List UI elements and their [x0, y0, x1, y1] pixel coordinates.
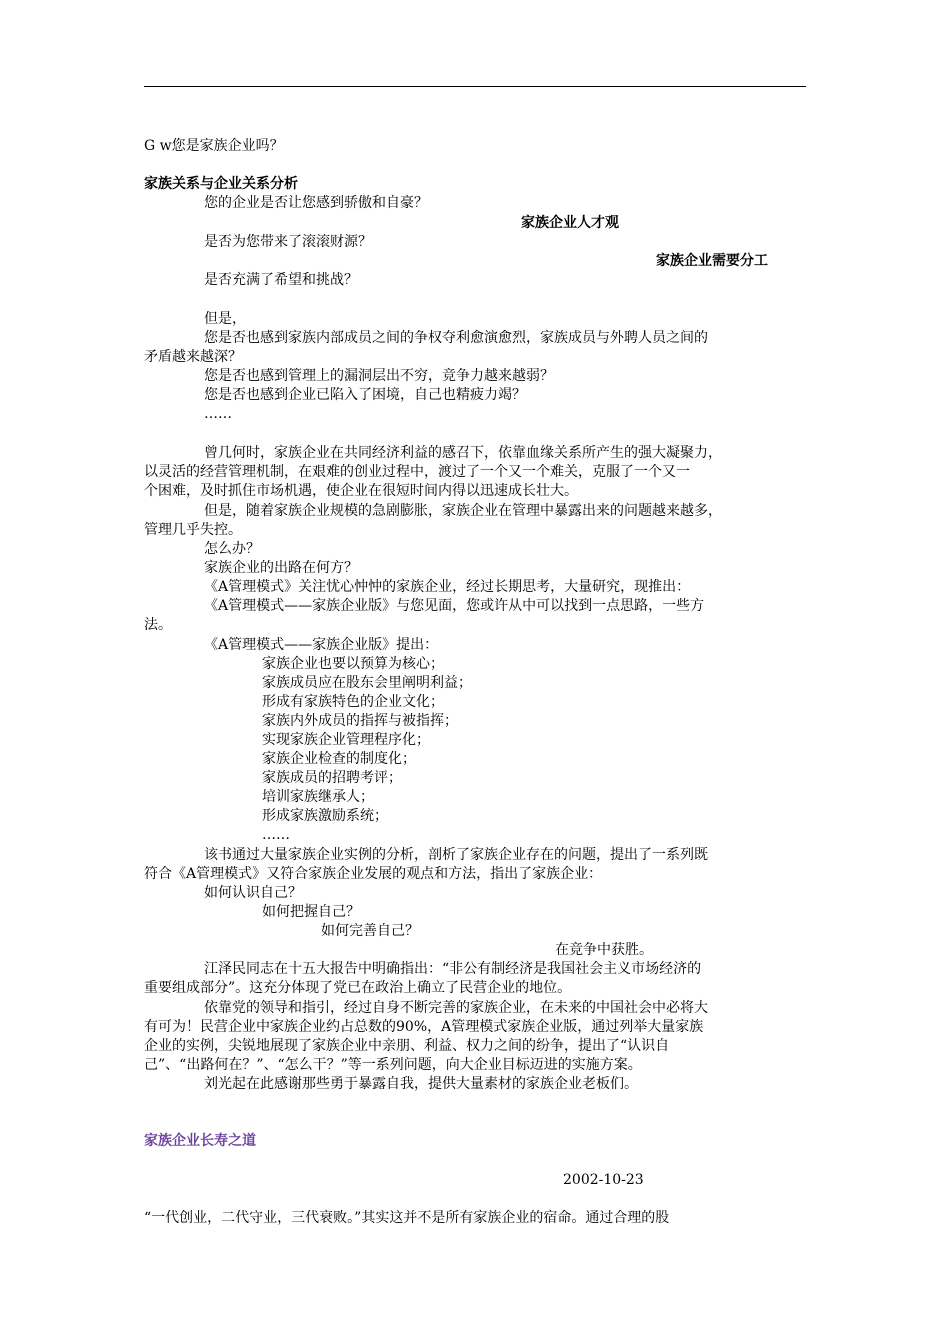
proposal-item: 家族内外成员的指挥与被指挥；	[262, 713, 458, 729]
proposal-item: 形成有家族特色的企业文化；	[262, 694, 444, 710]
proposal-item: 家族成员的招聘考评；	[262, 770, 402, 786]
top-question: G w您是家族企业吗？	[144, 138, 284, 154]
article-first-line: “一代创业，二代守业，三代衰败。”其实这并不是所有家族企业的宿命。通过合理的股	[144, 1210, 670, 1226]
book-intro-1: 《A管理模式》关注忧心忡忡的家族企业，经过长期思考，大量研究，现推出：	[204, 579, 691, 595]
party-line-4: 己”、“出路何在？”、“怎么干？”等一系列问题，向大企业目标迈进的实施方案。	[144, 1057, 642, 1073]
growth-line-1: 但是，随着家族企业规模的急剧膨胀，家族企业在管理中暴露出来的问题越来越多，	[204, 503, 722, 519]
proposal-item: 家族成员应在股东会里阐明利益；	[262, 675, 472, 691]
ellipsis-1: ……	[204, 406, 232, 422]
jiang-line-1: 江泽民同志在十五大报告中明确指出：“非公有制经济是我国社会主义市场经济的	[204, 961, 702, 977]
growth-line-2: 管理几乎失控。	[144, 522, 242, 538]
book-proposes: 《A管理模式——家族企业版》提出：	[204, 637, 439, 653]
book-intro-2a: 《A管理模式——家族企业版》与您见面，您或许从中可以找到一点思路，一些方	[204, 598, 705, 614]
intro-question-2: 是否为您带来了滚滚财源？	[204, 234, 372, 250]
party-line-3: 企业的实例，尖锐地展现了家族企业中亲朋、利益、权力之间的纷争，提出了“认识自	[144, 1038, 670, 1054]
history-line-1: 曾几何时，家族企业在共同经济利益的感召下，依靠血缘关系所产生的强大凝聚力，	[204, 445, 722, 461]
jiang-line-2: 重要组成部分”。这充分体现了党已在政治上确立了民营企业的地位。	[144, 980, 572, 996]
party-line-1: 依靠党的领导和指引，经过自身不断完善的家族企业，在未来的中国社会中必将大	[204, 1000, 708, 1016]
side-heading-division: 家族企业需要分工	[656, 253, 768, 269]
proposal-item: 实现家族企业管理程序化；	[262, 732, 430, 748]
intro-question-3: 是否充满了希望和挑战？	[204, 272, 358, 288]
section-heading: 家族关系与企业关系分析	[144, 176, 298, 192]
book-summary-2: 符合《A管理模式》又符合家族企业发展的观点和方法，指出了家族企业：	[144, 866, 603, 882]
proposal-item: 家族企业也要以预算为核心；	[262, 656, 444, 672]
article-title: 家族企业长寿之道	[144, 1133, 256, 1149]
proposal-item: 形成家族激励系统；	[262, 808, 388, 824]
way-out: 家族企业的出路在何方？	[204, 560, 358, 576]
thanks-line: 刘光起在此感谢那些勇于暴露自我，提供大量素材的家族企业老板们。	[204, 1076, 638, 1092]
question-tired: 您是否也感到企业已陷入了困境，自己也精疲力竭？	[204, 387, 526, 403]
book-intro-2b: 法。	[144, 617, 172, 633]
party-line-2: 有可为！民营企业中家族企业约占总数的90%，A管理模式家族企业版，通过列举大量家族	[144, 1019, 704, 1035]
how-improve: 如何完善自己？	[321, 923, 419, 939]
proposal-item: 培训家族继承人；	[262, 789, 374, 805]
header-rule	[144, 86, 806, 87]
but-line: 但是，	[204, 311, 246, 327]
conflict-line-1: 您是否也感到家族内部成员之间的争权夺利愈演愈烈，家族成员与外聘人员之间的	[204, 330, 708, 346]
proposal-item: ……	[262, 827, 290, 843]
win-competition: 在竞争中获胜。	[555, 942, 653, 958]
how-know: 如何认识自己？	[204, 885, 302, 901]
question-management: 您是否也感到管理上的漏洞层出不穷，竞争力越来越弱？	[204, 368, 554, 384]
article-date: 2002-10-23	[563, 1172, 644, 1188]
intro-question-1: 您的企业是否让您感到骄傲和自豪？	[204, 195, 428, 211]
conflict-line-2: 矛盾越来越深？	[144, 349, 242, 365]
what-to-do: 怎么办？	[204, 541, 260, 557]
proposal-item: 家族企业检查的制度化；	[262, 751, 416, 767]
side-heading-talent: 家族企业人才观	[521, 215, 619, 231]
history-line-2: 以灵活的经营管理机制，在艰难的创业过程中，渡过了一个又一个难关，克服了一个又一	[144, 464, 690, 480]
how-grasp: 如何把握自己？	[262, 904, 360, 920]
history-line-3: 个困难，及时抓住市场机遇，使企业在很短时间内得以迅速成长壮大。	[144, 483, 578, 499]
book-summary-1: 该书通过大量家族企业实例的分析，剖析了家族企业存在的问题，提出了一系列既	[204, 847, 708, 863]
